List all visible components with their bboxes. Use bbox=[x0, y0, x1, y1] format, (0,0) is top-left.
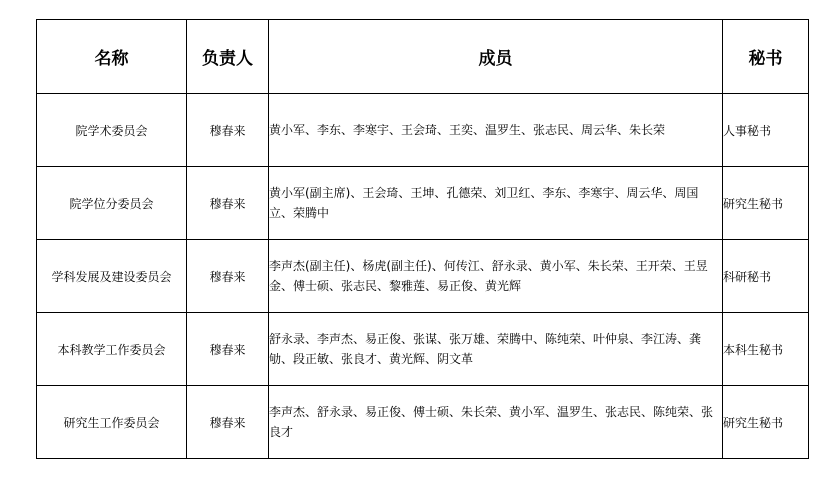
committee-leader: 穆春来 bbox=[187, 94, 269, 167]
committee-members: 黄小军(副主席)、王会琦、王坤、孔德荣、刘卫红、李东、李寒宇、周云华、周国立、荣腾中 bbox=[269, 167, 723, 240]
header-members: 成员 bbox=[269, 20, 723, 94]
table-row bbox=[37, 386, 809, 459]
committee-name: 院学位分委员会 bbox=[37, 167, 187, 240]
header-leader: 负责人 bbox=[187, 20, 269, 94]
header-secretary: 秘书 bbox=[723, 20, 809, 94]
committee-name: 本科教学工作委员会 bbox=[37, 313, 187, 386]
table-row bbox=[37, 167, 809, 240]
committee-secretary: 研究生秘书 bbox=[723, 167, 809, 240]
table-row bbox=[37, 313, 809, 386]
committee-secretary: 科研秘书 bbox=[723, 240, 809, 313]
committee-name: 学科发展及建设委员会 bbox=[37, 240, 187, 313]
committee-name: 研究生工作委员会 bbox=[37, 386, 187, 459]
committee-leader: 穆春来 bbox=[187, 240, 269, 313]
committee-leader: 穆春来 bbox=[187, 167, 269, 240]
committee-leader: 穆春来 bbox=[187, 313, 269, 386]
committee-members: 舒永录、李声杰、易正俊、张谋、张万雄、荣腾中、陈纯荣、叶仲泉、李江涛、龚劬、段正敏、张良才、黄光辉、阴文革 bbox=[269, 313, 723, 386]
committee-members: 黄小军、李东、李寒宇、王会琦、王奕、温罗生、张志民、周云华、朱长荣 bbox=[269, 94, 723, 167]
committee-secretary: 本科生秘书 bbox=[723, 313, 809, 386]
committee-name: 院学术委员会 bbox=[37, 94, 187, 167]
committee-leader: 穆春来 bbox=[187, 386, 269, 459]
header-name: 名称 bbox=[37, 20, 187, 94]
header-row bbox=[37, 20, 809, 94]
committee-secretary: 研究生秘书 bbox=[723, 386, 809, 459]
table-row bbox=[37, 240, 809, 313]
committee-members: 李声杰(副主任)、杨虎(副主任)、何传江、舒永录、黄小军、朱长荣、王开荣、王昱金、傅士硕、张志民、黎雅莲、易正俊、黄光辉 bbox=[269, 240, 723, 313]
committee-secretary: 人事秘书 bbox=[723, 94, 809, 167]
committee-table bbox=[36, 19, 809, 459]
table-row bbox=[37, 94, 809, 167]
committee-members: 李声杰、舒永录、易正俊、傅士硕、朱长荣、黄小军、温罗生、张志民、陈纯荣、张良才 bbox=[269, 386, 723, 459]
